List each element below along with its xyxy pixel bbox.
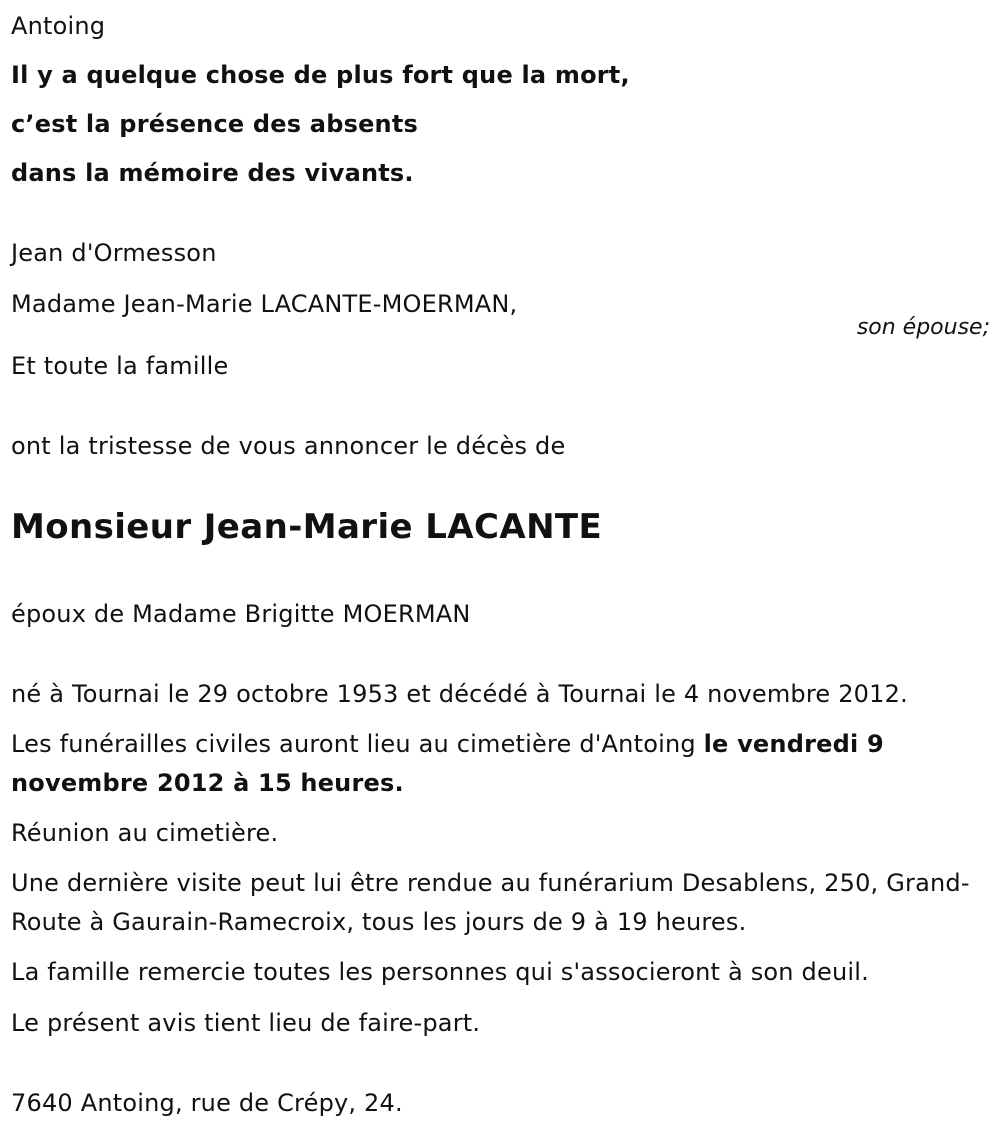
notice-note: Le présent avis tient lieu de faire-part.	[11, 1009, 481, 1037]
funeral-text: Les funérailles civiles auront lieu au cimetière d'Antoing	[11, 730, 704, 758]
deceased-spouse: époux de Madame Brigitte MOERMAN	[11, 600, 471, 628]
quote-author: Jean d'Ormesson	[11, 239, 217, 267]
thanks-note: La famille remercie toutes les personnes qui s'associeront à son deuil.	[11, 958, 869, 986]
funeral-date: le vendredi 9 novembre 2012 à 15 heures.	[11, 730, 884, 797]
meeting-info: Réunion au cimetière.	[11, 819, 279, 847]
quote-line-3: dans la mémoire des vivants.	[11, 159, 414, 187]
place-header: Antoing	[11, 12, 106, 40]
birth-death: né à Tournai le 29 octobre 1953 et décédé à Tournai le 4 novembre 2012.	[11, 680, 908, 708]
family-address: 7640 Antoing, rue de Crépy, 24.	[11, 1089, 403, 1117]
quote-line-2: c’est la présence des absents	[11, 110, 418, 138]
funeral-details	[11, 725, 971, 803]
family-others: Et toute la famille	[11, 352, 229, 380]
spouse-name: Madame Jean-Marie LACANTE-MOERMAN,	[11, 290, 518, 318]
spouse-role: son épouse;	[856, 315, 990, 340]
announcement: ont la tristesse de vous annoncer le décès de	[11, 432, 566, 460]
deceased-name: Monsieur Jean-Marie LACANTE	[11, 507, 603, 547]
visit-info: Une dernière visite peut lui être rendue au funérarium Desablens, 250, Grand-Route à Gaurain-Ramecroix, tous les jours de 9 à 19 heures.	[11, 869, 970, 936]
quote-line-1: Il y a quelque chose de plus fort que la mort,	[11, 61, 630, 89]
